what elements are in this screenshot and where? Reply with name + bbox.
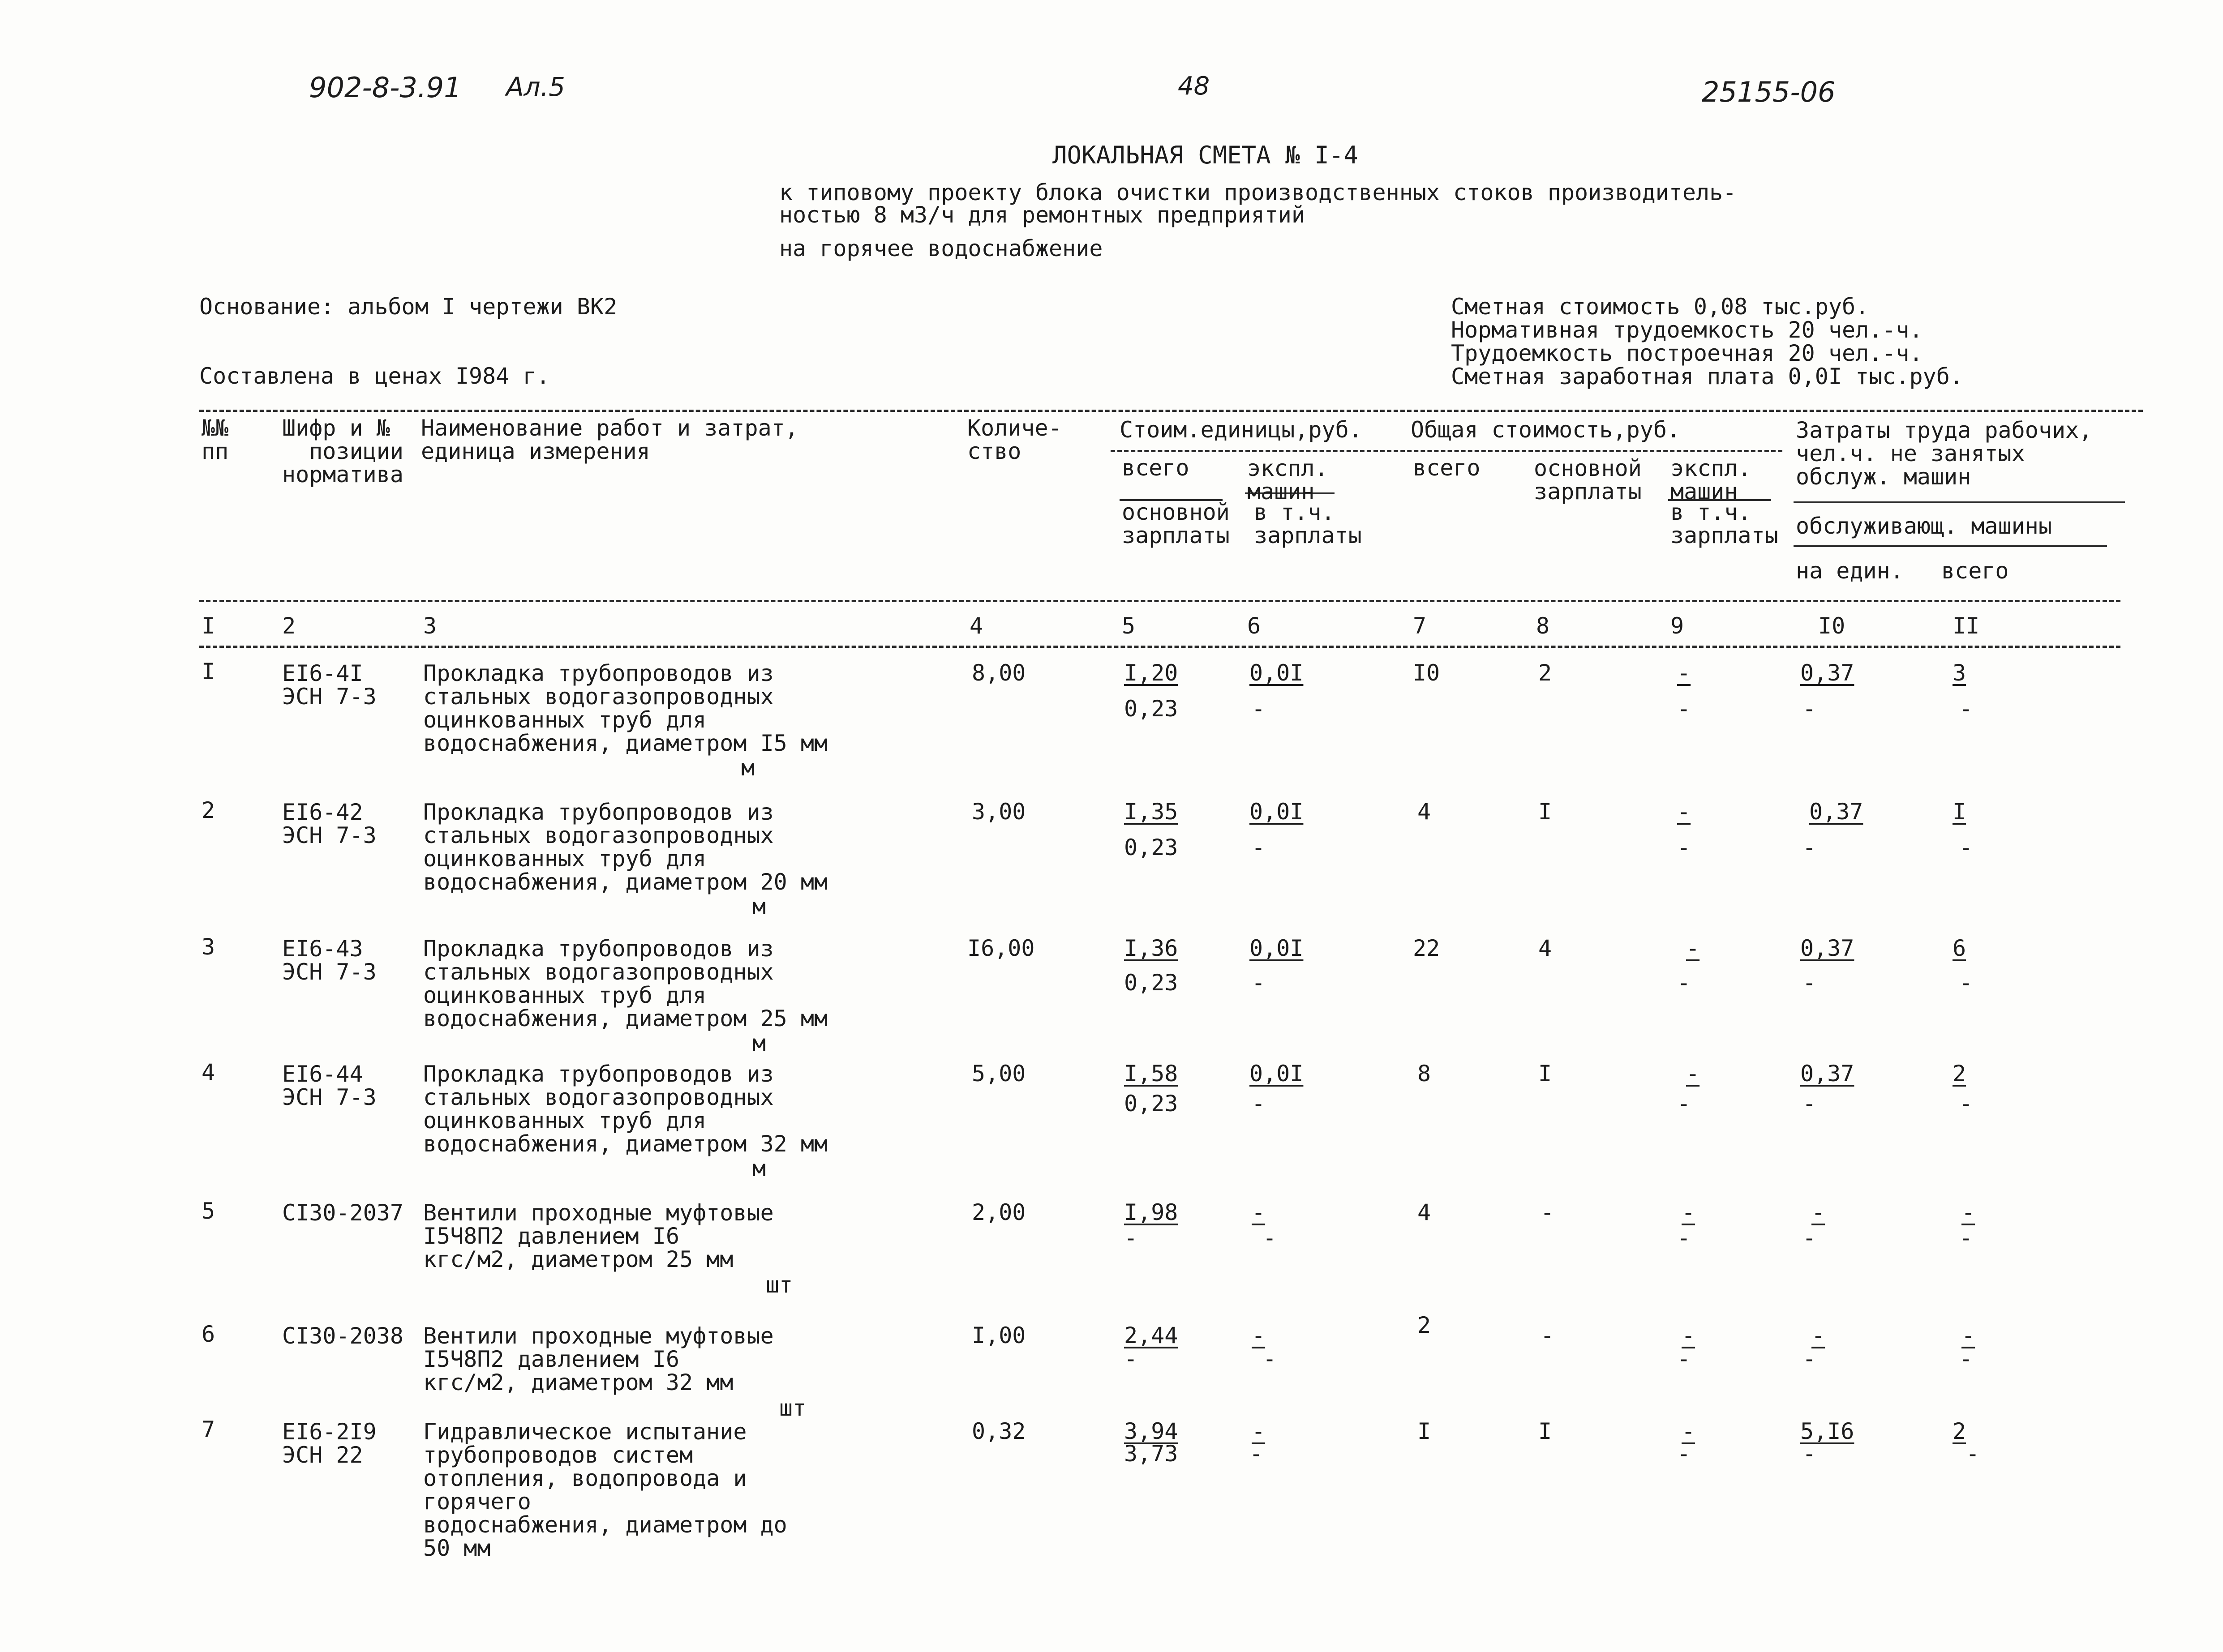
row-quantity: 0,32 [972,1418,1026,1444]
row-unit: м [752,1156,766,1181]
row-unit: м [752,1030,766,1056]
row-unit-machine-wage: - [1263,1346,1277,1372]
col-header-unit-cost: Стоим.единицы,руб. [1120,417,1362,443]
basis-text: Основание: альбом I чертежи ВК2 [199,294,618,320]
row-unit-machine: - [1252,1322,1266,1348]
column-number: 2 [282,613,296,639]
row-labor-machine-total: - [1966,1441,1980,1467]
row-labor-total: 3 [1953,660,1966,686]
header-bottom-rule [199,600,2120,602]
row-unit-total: I,35 [1124,799,1178,825]
row-number: 7 [202,1417,215,1442]
column-number: 5 [1122,613,1136,639]
row-total-machine-wage: - [1677,1346,1691,1372]
row-labor-machine-unit: - [1802,1225,1816,1251]
row-unit-machine: - [1252,1199,1266,1225]
row-total: 8 [1417,1061,1431,1087]
row-unit-machine: 0,0I [1249,1061,1304,1087]
row-code: СI30-2038 [282,1323,403,1349]
row-unit: м [741,755,755,781]
col-header-unit-machine: экспл. машин [1247,455,1328,505]
row-quantity: 8,00 [972,660,1026,686]
row-labor-total: - [1961,1322,1975,1348]
row-labor-total: 2 [1953,1418,1966,1444]
row-code: ЕI6-44 ЭСН 7-3 [282,1061,377,1110]
row-unit: шт [779,1395,807,1421]
album-number: Ал.5 [506,72,566,102]
row-labor-per-unit: 0,37 [1800,660,1854,686]
col-header-labor-total: всего [1941,558,2009,584]
inventory-number: 25155-06 [1702,76,1836,108]
column-number: 4 [970,613,983,639]
row-number: 4 [202,1059,215,1085]
row-labor-machine-unit: - [1802,1091,1816,1117]
row-total: 2 [1417,1312,1431,1338]
row-total-machine-wage: - [1677,970,1691,996]
col-header-number: №№ пп [202,415,229,464]
column-number: 6 [1247,613,1261,639]
row-unit-machine-wage: - [1252,970,1266,996]
col-header-code: Шифр и № позиции норматива [282,415,403,488]
row-total: 4 [1417,799,1431,825]
row-labor-per-unit: - [1811,1322,1825,1348]
row-name: Прокладка трубопроводов из стальных водогазопроводных оцинкованных труб для водоснабжения, диаметром 20 мм [423,799,828,895]
row-labor-total: I [1953,799,1966,825]
row-labor-per-unit: 0,37 [1800,1061,1854,1087]
row-quantity: I6,00 [967,935,1035,961]
row-labor-total: 2 [1953,1061,1966,1087]
row-quantity: 3,00 [972,799,1026,825]
row-labor-machine-unit: - [1802,1346,1816,1372]
column-number: 9 [1670,613,1684,639]
row-name: Вентили проходные муфтовые I5Ч8П2 давлением I6 кгс/м2, диаметром 25 мм [423,1200,774,1272]
row-labor-machine-unit: - [1802,970,1816,996]
row-unit-machine: 0,0I [1249,799,1304,825]
estimated-wages: Сметная заработная плата 0,0I тыс.руб. [1451,364,1963,389]
row-unit-total: I,36 [1124,935,1178,961]
row-unit-machine: 0,0I [1249,935,1304,961]
row-unit: шт [766,1272,793,1298]
column-number: I [202,613,215,639]
row-unit-total: 2,44 [1124,1322,1178,1348]
row-unit-wage: 0,23 [1124,835,1178,860]
document-code: 902-8-3.91 [309,71,462,104]
construction-labor: Трудоемкость построечная 20 чел.-ч. [1451,340,1923,366]
header-top-rule [199,410,2143,412]
row-labor-per-unit: - [1811,1199,1825,1225]
col-header-labor-per-unit: на един. [1796,558,1904,584]
row-labor-machine-unit: - [1802,696,1816,722]
row-unit-wage: - [1124,1346,1138,1372]
cost-group-rule [1111,450,1782,452]
row-labor-total: 6 [1953,935,1966,961]
row-labor-per-unit: 0,37 [1809,799,1863,825]
col-header-total-cost: Общая стоимость,руб. [1411,417,1681,443]
row-number: 3 [202,934,215,960]
row-labor-per-unit: 0,37 [1800,935,1854,961]
row-labor-machine-total: - [1959,696,1973,722]
row-labor-machine-total: - [1959,1091,1973,1117]
row-total-wage: 4 [1538,935,1552,961]
prices-text: Составлена в ценах I984 г. [199,363,550,389]
title-line-3: на горячее водоснабжение [779,235,1103,261]
row-name: Прокладка трубопроводов из стальных водогазопроводных оцинкованных труб для водоснабжения, диаметром I5 мм [423,660,828,756]
row-code: ЕI6-4I ЭСН 7-3 [282,660,377,710]
row-unit-wage: 0,23 [1124,696,1178,722]
column-number: I0 [1818,613,1845,639]
row-unit-total: I,58 [1124,1061,1178,1087]
row-labor-machine-total: - [1959,970,1973,996]
col-header-quantity: Количе- ство [967,415,1062,464]
row-code: ЕI6-2I9 ЭСН 22 [282,1419,377,1468]
column-numbers-rule [199,646,2120,648]
row-total-machine-wage: - [1677,696,1691,722]
row-total-machine-wage: - [1677,1225,1691,1251]
row-unit-machine: - [1252,1418,1266,1444]
row-name: Вентили проходные муфтовые I5Ч8П2 давлением I6 кгс/м2, диаметром 32 мм [423,1323,774,1395]
row-total-machine-wage: - [1677,1091,1691,1117]
row-total-machine-wage: - [1677,835,1691,860]
col-header-labor-machine: обслуживающ. машины [1796,513,2052,539]
normative-labor: Нормативная трудоемкость 20 чел.-ч. [1451,317,1923,343]
row-total-machine: - [1682,1199,1695,1225]
row-unit-machine-wage: - [1263,1225,1277,1251]
row-total: I0 [1413,660,1440,686]
row-total: 22 [1413,935,1440,961]
row-total-machine: - [1682,1322,1695,1348]
row-total: 4 [1417,1199,1431,1225]
col-header-total-machine: экспл. машин [1670,455,1751,505]
row-number: 5 [202,1198,215,1224]
row-labor-machine-unit: - [1802,1441,1816,1467]
row-unit-wage: - [1124,1225,1138,1251]
row-total-machine: - [1686,935,1700,961]
row-number: 6 [202,1321,215,1347]
row-code: СI30-2037 [282,1200,403,1226]
row-unit-machine-wage: - [1249,1441,1263,1467]
row-total-wage: - [1541,1199,1554,1225]
row-total-wage: 2 [1538,660,1552,686]
row-name: Прокладка трубопроводов из стальных водогазопроводных оцинкованных труб для водоснабжения, диаметром 25 мм [423,936,828,1031]
row-code: ЕI6-43 ЭСН 7-3 [282,936,377,985]
row-unit-wage: 0,23 [1124,970,1178,996]
column-number: 3 [423,613,437,639]
row-total-wage: I [1538,799,1552,825]
row-quantity: 2,00 [972,1199,1026,1225]
row-labor-total: - [1961,1199,1975,1225]
row-labor-machine-unit: - [1802,835,1816,860]
row-unit-machine-wage: - [1252,835,1266,860]
row-unit-total: I,98 [1124,1199,1178,1225]
row-unit: м [752,894,766,920]
row-total-machine: - [1686,1061,1700,1087]
row-unit-machine-wage: - [1252,1091,1266,1117]
estimated-cost: Сметная стоимость 0,08 тыс.руб. [1451,294,1869,320]
row-labor-per-unit: 5,I6 [1800,1418,1854,1444]
col-header-unit-wage: основной зарплаты [1122,499,1230,548]
row-total: I [1417,1418,1431,1444]
col-header-unit-machine-wage: в т.ч. зарплаты [1254,499,1362,548]
column-number: II [1953,613,1980,639]
title-line-1: к типовому проекту блока очистки производственных стоков производитель- [779,180,1737,205]
row-unit-wage: 0,23 [1124,1091,1178,1117]
row-total-machine-wage: - [1677,1441,1691,1467]
row-unit-machine: 0,0I [1249,660,1304,686]
row-total-wage: I [1538,1418,1552,1444]
row-name: Гидравлическое испытание трубопроводов систем отопления, водопровода и горячего водоснабжения, диаметром до 50 мм [423,1419,787,1561]
col-header-name: Наименование работ и затрат, единица измерения [421,415,798,464]
row-unit-total: 3,94 [1124,1418,1178,1444]
row-number: I [202,659,215,685]
col-header-total-machine-wage: в т.ч. зарплаты [1670,499,1778,548]
row-total-machine: - [1677,799,1691,825]
page-number: 48 [1178,72,1210,101]
row-labor-machine-total: - [1959,835,1973,860]
col-header-total-wage: основной зарплаты [1534,455,1642,505]
col-header-labor: Затраты труда рабочих, чел.ч. не занятых обслуж. машин [1796,417,2093,490]
page-title: ЛОКАЛЬНАЯ СМЕТА № I-4 [1052,141,1358,169]
row-unit-machine-wage: - [1252,696,1266,722]
row-labor-machine-total: - [1959,1346,1973,1372]
row-quantity: I,00 [972,1322,1026,1348]
row-name: Прокладка трубопроводов из стальных водогазопроводных оцинкованных труб для водоснабжения, диаметром 32 мм [423,1061,828,1157]
row-number: 2 [202,797,215,823]
row-total-wage: I [1538,1061,1552,1087]
row-total-machine: - [1677,660,1691,686]
col-header-total-all: всего [1413,455,1481,481]
title-line-2: ностью 8 м3/ч для ремонтных предприятий [779,202,1305,228]
row-total-wage: - [1541,1322,1554,1348]
row-unit-wage: 3,73 [1124,1441,1178,1467]
labor-group-rule [1794,501,2125,503]
col-header-unit-total: всего [1122,455,1189,481]
row-total-machine: - [1682,1418,1695,1444]
column-number: 7 [1413,613,1427,639]
column-number: 8 [1536,613,1550,639]
row-quantity: 5,00 [972,1061,1026,1087]
labor-machine-rule [1794,545,2107,547]
row-labor-machine-total: - [1959,1225,1973,1251]
row-unit-total: I,20 [1124,660,1178,686]
row-code: ЕI6-42 ЭСН 7-3 [282,799,377,848]
